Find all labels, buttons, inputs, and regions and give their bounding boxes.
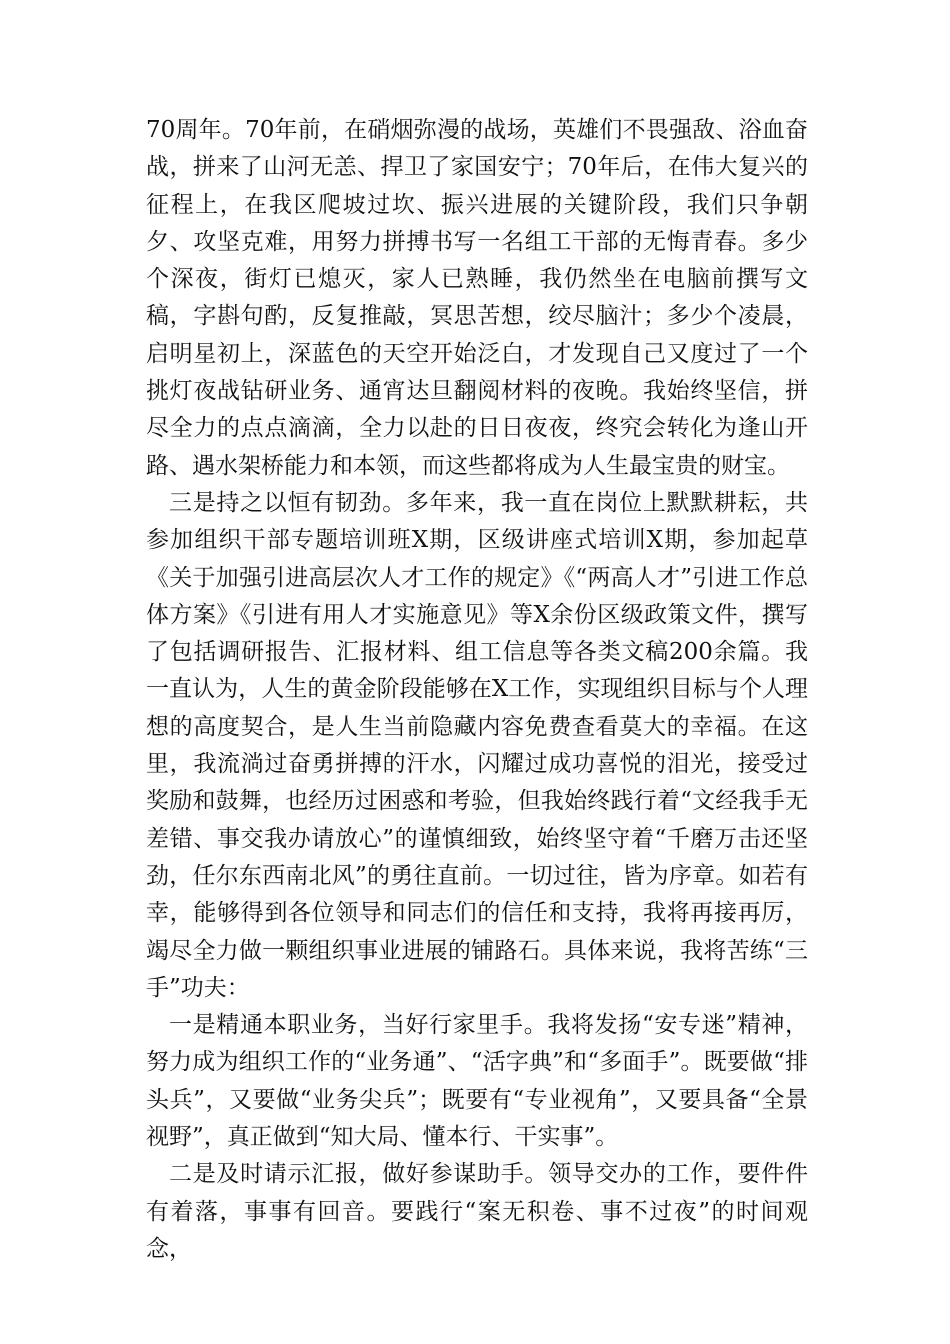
paragraph-2: 三是持之以恒有韧劲。多年来，我一直在岗位上默默耕耘，共参加组织干部专题培训班X期，区级讲座式培训X期，参加起草《关于加强引进高层次人才工作的规定》《“两高人才”引进工作总体方案》《引进有用人才实施意见》等X余份区级政策文件，撰写了包括调研报告、汇报材料、组工信息等各类文稿200余篇。我一直认为，人生的黄金阶段能够在X工作，实现组织目标与个人理想的高度契合，是人生当前隐藏内容免费查看莫大的幸福。在这里，我流淌过奋勇拼搏的汗水，闪耀过成功喜悦的泪光，接受过奖励和鼓舞，也经历过困惑和考验，但我始终践行着“文经我手无差错、事交我办请放心”的谨慎细致，始终坚守着“千磨万击还坚劲，任尔东西南北风”的勇往直前。一切过往，皆为序章。如若有幸，能够得到各位领导和同志们的信任和支持，我将再接再厉，竭尽全力做一颗组织事业进展的铺路石。具体来说，我将苦练“三手”功夫： (146, 489, 808, 1001)
paragraph-3: 一是精通本职业务，当好行家里手。我将发扬“安专迷”精神，努力成为组织工作的“业务通”、“活字典”和“多面手”。既要做“排头兵”，又要做“业务尖兵”；既要有“专业视角”，又要具备“全景视野”，真正做到“知大局、懂本行、干实事”。 (146, 1012, 808, 1151)
paragraph-4: 二是及时请示汇报，做好参谋助手。领导交办的工作，要件件有着落，事事有回音。要践行“案无积卷、事不过夜”的时间观念， (146, 1161, 808, 1262)
paragraph-1: 70周年。70年前，在硝烟弥漫的战场，英雄们不畏强敌、浴血奋战，拼来了山河无恙、捍卫了家国安宁；70年后，在伟大复兴的征程上，在我区爬坡过坎、振兴进展的关键阶段，我们只争朝夕、攻坚克难，用努力拼搏书写一名组工干部的无悔青春。多少个深夜，街灯已熄灭，家人已熟睡，我仍然坐在电脑前撰写文稿，字斟句酌，反复推敲，冥思苦想，绞尽脑汁；多少个凌晨，启明星初上，深蓝色的天空开始泛白，才发现自己又度过了一个挑灯夜战钻研业务、通宵达旦翻阅材料的夜晚。我始终坚信，拼尽全力的点点滴滴，全力以赴的日日夜夜，终究会转化为逢山开路、遇水架桥能力和本领，而这些都将成为人生最宝贵的财宝。 (146, 117, 808, 479)
body-text (146, 112, 808, 1268)
